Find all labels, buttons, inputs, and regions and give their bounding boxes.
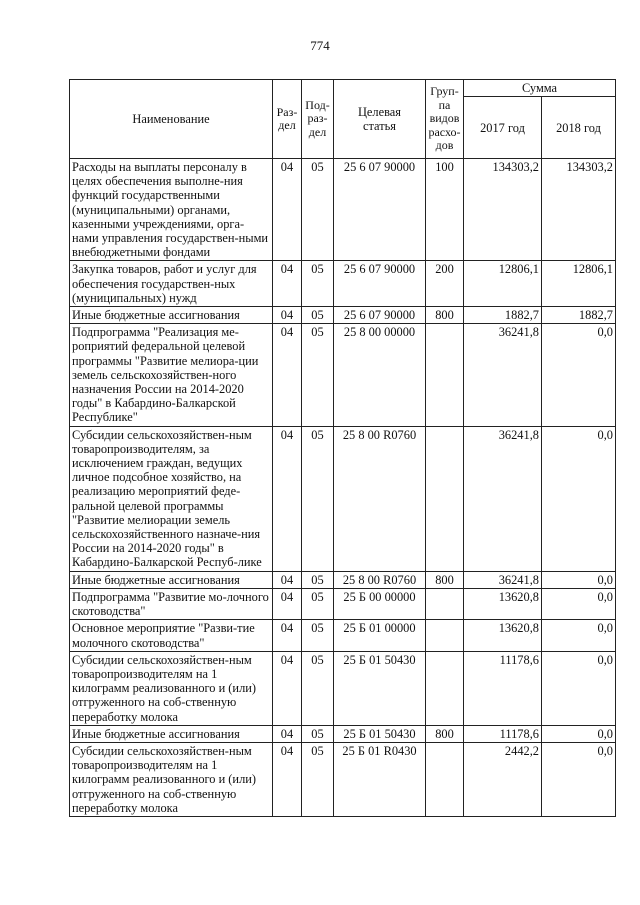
row-group	[426, 324, 464, 426]
row-group	[426, 742, 464, 816]
row-2017: 12806,1	[464, 261, 542, 307]
row-podrazdel: 05	[302, 742, 334, 816]
row-name: Закупка товаров, работ и услуг для обеспечения государствен-ных (муниципальных) нужд	[70, 261, 273, 307]
row-podrazdel: 05	[302, 159, 334, 261]
row-2018: 0,0	[542, 620, 616, 651]
row-group	[426, 651, 464, 725]
row-group	[426, 426, 464, 571]
page-number: 774	[310, 38, 330, 53]
row-group	[426, 588, 464, 619]
header-target: Целевая статья	[334, 80, 426, 159]
row-target: 25 Б 00 00000	[334, 588, 426, 619]
row-podrazdel: 05	[302, 261, 334, 307]
row-razdel: 04	[273, 725, 302, 742]
row-target: 25 Б 01 50430	[334, 725, 426, 742]
row-2017: 36241,8	[464, 324, 542, 426]
row-razdel: 04	[273, 620, 302, 651]
row-razdel: 04	[273, 426, 302, 571]
header-razdel: Раз- дел	[273, 80, 302, 159]
row-target: 25 6 07 90000	[334, 261, 426, 307]
budget-table	[69, 79, 616, 817]
row-target: 25 6 07 90000	[334, 159, 426, 261]
table-row	[70, 261, 616, 307]
row-2018: 0,0	[542, 571, 616, 588]
row-podrazdel: 05	[302, 307, 334, 324]
row-2018: 0,0	[542, 725, 616, 742]
row-target: 25 8 00 00000	[334, 324, 426, 426]
table-row	[70, 725, 616, 742]
row-2017: 13620,8	[464, 620, 542, 651]
row-podrazdel: 05	[302, 324, 334, 426]
row-podrazdel: 05	[302, 725, 334, 742]
row-2017: 13620,8	[464, 588, 542, 619]
row-name: Иные бюджетные ассигнования	[70, 571, 273, 588]
row-podrazdel: 05	[302, 588, 334, 619]
row-2018: 12806,1	[542, 261, 616, 307]
row-razdel: 04	[273, 588, 302, 619]
row-podrazdel: 05	[302, 651, 334, 725]
row-razdel: 04	[273, 571, 302, 588]
row-group: 800	[426, 725, 464, 742]
table-row	[70, 742, 616, 816]
row-target: 25 8 00 R0760	[334, 571, 426, 588]
row-name: Основное мероприятие "Разви-тие молочного скотоводства"	[70, 620, 273, 651]
row-2017: 1882,7	[464, 307, 542, 324]
row-razdel: 04	[273, 742, 302, 816]
row-target: 25 Б 01 R0430	[334, 742, 426, 816]
row-razdel: 04	[273, 307, 302, 324]
header-group: Груп- па видов расхо- дов	[426, 80, 464, 159]
row-2017: 11178,6	[464, 725, 542, 742]
row-target: 25 Б 01 50430	[334, 651, 426, 725]
row-2018: 0,0	[542, 588, 616, 619]
row-name: Субсидии сельскохозяйствен-ным товаропроизводителям на 1 килограмм реализованного и (или) отгруженного на соб-ственную переработку молока	[70, 651, 273, 725]
row-razdel: 04	[273, 159, 302, 261]
row-razdel: 04	[273, 261, 302, 307]
row-2017: 2442,2	[464, 742, 542, 816]
row-2017: 11178,6	[464, 651, 542, 725]
row-2018: 1882,7	[542, 307, 616, 324]
row-group: 100	[426, 159, 464, 261]
row-target: 25 8 00 R0760	[334, 426, 426, 571]
header-name: Наименование	[70, 80, 273, 159]
row-podrazdel: 05	[302, 571, 334, 588]
header-sum: Сумма	[464, 80, 616, 97]
table-row	[70, 588, 616, 619]
table-row	[70, 651, 616, 725]
row-name: Расходы на выплаты персоналу в целях обеспечения выполне-ния функций государственными (муниципальными) органами, казенными учреждениями, орга-нами управления государствен-ными внебюджетными фондами	[70, 159, 273, 261]
row-razdel: 04	[273, 651, 302, 725]
row-group: 800	[426, 307, 464, 324]
row-2018: 0,0	[542, 742, 616, 816]
row-2017: 36241,8	[464, 426, 542, 571]
table-row	[70, 159, 616, 261]
row-podrazdel: 05	[302, 620, 334, 651]
row-2018: 0,0	[542, 324, 616, 426]
row-2018: 134303,2	[542, 159, 616, 261]
row-2018: 0,0	[542, 651, 616, 725]
row-razdel: 04	[273, 324, 302, 426]
row-name: Иные бюджетные ассигнования	[70, 725, 273, 742]
row-group	[426, 620, 464, 651]
row-2017: 36241,8	[464, 571, 542, 588]
table-row	[70, 324, 616, 426]
row-group: 200	[426, 261, 464, 307]
table-row	[70, 620, 616, 651]
row-name: Субсидии сельскохозяйствен-ным товаропроизводителям, за исключением граждан, ведущих личное подсобное хозяйство, на реализацию мероприятий феде-ральной целевой программы "Развитие мелиорации земель сельскохозяйственного назначе-ния России на 2014-2020 годы" в Кабардино-Балкарской Респуб-лике	[70, 426, 273, 571]
row-name: Подпрограмма "Реализация ме-роприятий федеральной целевой программы "Развитие мелиора-ции земель сельскохозяйствен-ного назначения России на 2014-2020 годы" в Кабардино-Балкарской Республике"	[70, 324, 273, 426]
row-target: 25 Б 01 00000	[334, 620, 426, 651]
row-podrazdel: 05	[302, 426, 334, 571]
row-name: Подпрограмма "Развитие мо-лочного скотоводства"	[70, 588, 273, 619]
header-podrazdel: Под- раз- дел	[302, 80, 334, 159]
table-row	[70, 307, 616, 324]
row-group: 800	[426, 571, 464, 588]
table-row	[70, 426, 616, 571]
header-year-2018: 2018 год	[542, 97, 616, 159]
table-row	[70, 571, 616, 588]
row-target: 25 6 07 90000	[334, 307, 426, 324]
row-2018: 0,0	[542, 426, 616, 571]
header-year-2017: 2017 год	[464, 97, 542, 159]
row-2017: 134303,2	[464, 159, 542, 261]
row-name: Субсидии сельскохозяйствен-ным товаропроизводителям на 1 килограмм реализованного и (или) отгруженного на соб-ственную переработку молока	[70, 742, 273, 816]
row-name: Иные бюджетные ассигнования	[70, 307, 273, 324]
